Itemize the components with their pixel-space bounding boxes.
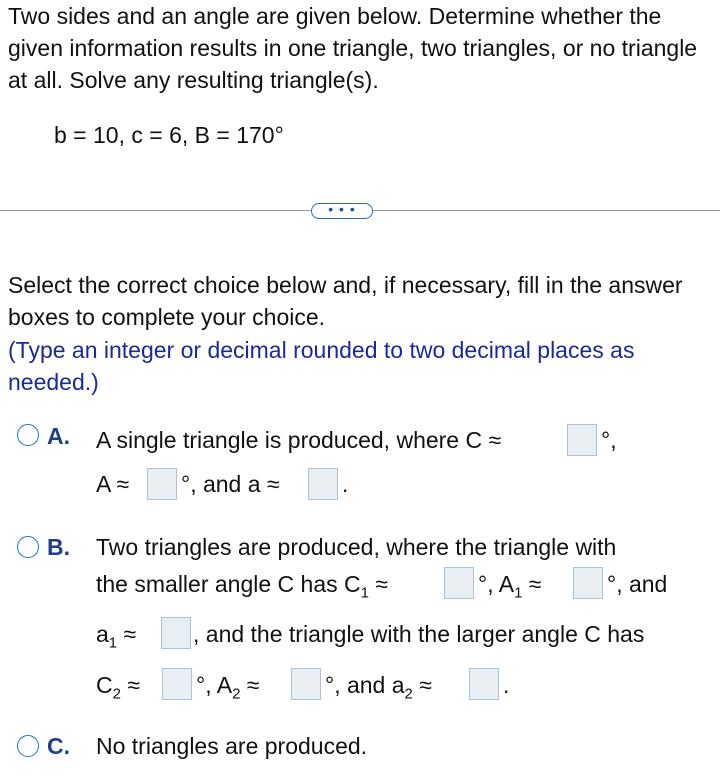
choice-a-period: . bbox=[342, 471, 349, 497]
choice-a-degree-1: °, bbox=[601, 427, 617, 453]
problem-prompt: Two sides and an angle are given below. Determine whether the given information results in one triangle, two triangles, or no triangle at all. Solve any resulting triangle(s). bbox=[8, 3, 698, 93]
choice-b-text-line4b: °, $A_2$ ≈ bbox=[196, 672, 260, 703]
choice-b-period: . bbox=[503, 672, 510, 698]
choice-b-text-line3a: $a_1$ ≈ bbox=[96, 621, 137, 652]
choice-b-text-line1: Two triangles are produced, where the triangle with bbox=[96, 534, 617, 560]
choice-b-text-line3b: , and the triangle with the larger angle C has bbox=[193, 621, 645, 647]
instruction-text: Select the correct choice below and, if necessary, fill in the answer boxes to complete your choice. bbox=[8, 272, 683, 330]
choice-a-text-line2b: °, and a ≈ bbox=[181, 471, 280, 497]
choice-b-text-line4c: °, and $a_2$ ≈ bbox=[325, 672, 432, 703]
choice-c-letter: C. bbox=[47, 733, 70, 759]
answer-box-a-side-a[interactable] bbox=[308, 468, 338, 500]
choice-b-text-line2c: °, and bbox=[607, 571, 668, 597]
choice-b-radio[interactable] bbox=[17, 536, 39, 558]
choice-a-text-line2a: A ≈ bbox=[96, 471, 130, 497]
hint-text: (Type an integer or decimal rounded to two decimal places as needed.) bbox=[8, 337, 635, 395]
given-values: b = 10, c = 6, B = 170° bbox=[54, 122, 284, 148]
answer-box-b-side-a1[interactable] bbox=[161, 617, 191, 649]
answer-box-b-angle-c2[interactable] bbox=[162, 668, 192, 700]
choice-c-text: No triangles are produced. bbox=[96, 733, 368, 759]
answer-box-b-angle-c1[interactable] bbox=[444, 567, 474, 599]
answer-box-b-angle-a1[interactable] bbox=[573, 567, 603, 599]
answer-box-a-angle-c[interactable] bbox=[567, 424, 597, 456]
choice-b-text-line4a: $C_2$ ≈ bbox=[96, 672, 140, 703]
choice-b-text-line2a: the smaller angle C has $C_1$ ≈ bbox=[96, 571, 388, 602]
choice-b-text-line2b: °, $A_1$ ≈ bbox=[478, 571, 542, 602]
choice-a-text-line1: A single triangle is produced, where C ≈ bbox=[96, 427, 502, 453]
answer-box-a-angle-a[interactable] bbox=[147, 468, 177, 500]
answer-box-b-angle-a2[interactable] bbox=[291, 668, 321, 700]
answer-box-b-side-a2[interactable] bbox=[469, 668, 499, 700]
choice-a-radio[interactable] bbox=[17, 424, 39, 446]
expand-button[interactable]: • • • bbox=[311, 203, 373, 219]
choice-c-radio[interactable] bbox=[17, 735, 39, 757]
choice-a-letter: A. bbox=[47, 423, 70, 449]
choice-b-letter: B. bbox=[47, 534, 70, 560]
